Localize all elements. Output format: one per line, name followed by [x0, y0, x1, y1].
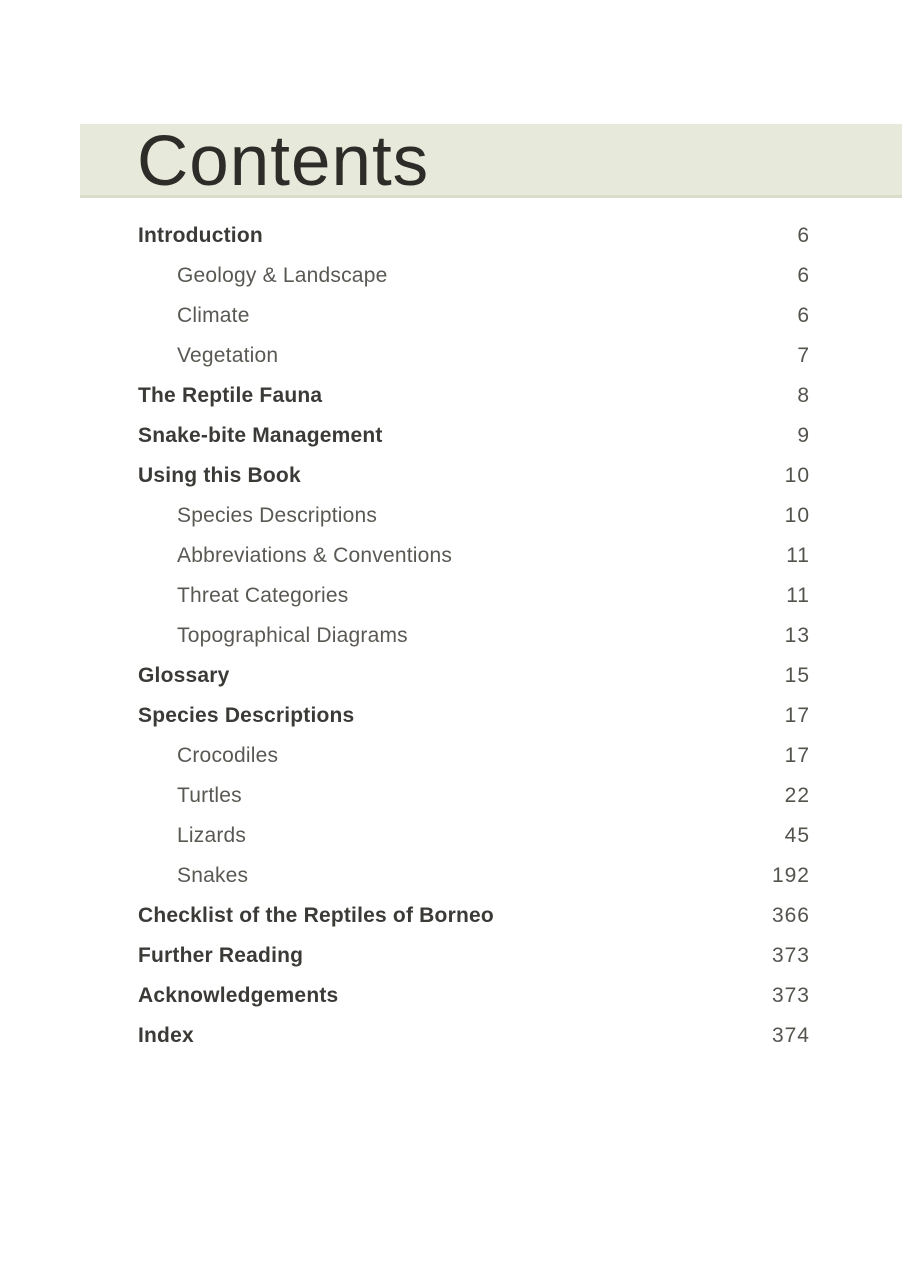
toc-entry: [138, 335, 810, 375]
toc-entry-label: Using this Book: [138, 463, 301, 487]
table-of-contents: [138, 215, 810, 1055]
toc-entry: [138, 815, 810, 855]
toc-entry: [138, 655, 810, 695]
toc-entry: [138, 975, 810, 1015]
toc-entry-label: Introduction: [138, 223, 263, 247]
toc-entry-page-number: 17: [784, 743, 810, 767]
toc-entry-page-number: 22: [784, 783, 810, 807]
toc-entry-page-number: 15: [784, 663, 810, 687]
toc-entry-label: Snakes: [177, 863, 249, 887]
toc-entry-label: Acknowledgements: [138, 983, 339, 1007]
toc-entry-page-number: 13: [784, 623, 810, 647]
toc-entry-page-number: 9: [797, 423, 810, 447]
toc-entry-page-number: 8: [797, 383, 810, 407]
toc-entry: [138, 935, 810, 975]
toc-entry-label: Lizards: [177, 823, 247, 847]
toc-entry-label: Crocodiles: [177, 743, 279, 767]
toc-entry-page-number: 6: [797, 223, 810, 247]
toc-entry-page-number: 45: [784, 823, 810, 847]
toc-entry: [138, 255, 810, 295]
toc-entry: [138, 415, 810, 455]
toc-entry-page-number: 11: [786, 583, 810, 607]
toc-entry-label: Topographical Diagrams: [177, 623, 408, 647]
toc-entry-label: Snake-bite Management: [138, 423, 383, 447]
toc-entry-label: Climate: [177, 303, 250, 327]
toc-entry-page-number: 17: [784, 703, 810, 727]
toc-entry-label: Species Descriptions: [138, 703, 355, 727]
toc-entry: [138, 535, 810, 575]
toc-entry-page-number: 373: [771, 983, 810, 1007]
toc-entry: [138, 895, 810, 935]
toc-entry-label: Further Reading: [138, 943, 304, 967]
toc-entry-page-number: 11: [786, 543, 810, 567]
toc-entry: [138, 855, 810, 895]
toc-entry: [138, 215, 810, 255]
toc-entry-page-number: 374: [771, 1023, 810, 1047]
toc-entry-label: The Reptile Fauna: [138, 383, 323, 407]
toc-entry-label: Turtles: [177, 783, 242, 807]
toc-entry-page-number: 7: [797, 343, 810, 367]
toc-entry: [138, 455, 810, 495]
toc-entry-page-number: 6: [797, 303, 810, 327]
toc-entry-label: Species Descriptions: [177, 503, 378, 527]
toc-entry-label: Checklist of the Reptiles of Borneo: [138, 903, 494, 927]
toc-entry: [138, 1015, 810, 1055]
toc-entry-label: Index: [138, 1023, 194, 1047]
toc-entry: [138, 495, 810, 535]
toc-entry-label: Geology & Landscape: [177, 263, 388, 287]
toc-entry: [138, 295, 810, 335]
toc-entry-page-number: 10: [784, 503, 810, 527]
toc-entry-label: Vegetation: [177, 343, 279, 367]
toc-entry: [138, 775, 810, 815]
page-title: Contents: [137, 121, 430, 201]
toc-entry-label: Abbreviations & Conventions: [177, 543, 453, 567]
toc-entry-page-number: 6: [797, 263, 810, 287]
toc-entry-page-number: 366: [771, 903, 810, 927]
toc-entry-label: Glossary: [138, 663, 230, 687]
toc-entry: [138, 575, 810, 615]
toc-entry: [138, 695, 810, 735]
toc-entry: [138, 375, 810, 415]
toc-entry-page-number: 192: [771, 863, 810, 887]
toc-entry: [138, 735, 810, 775]
toc-entry-page-number: 373: [771, 943, 810, 967]
toc-entry-page-number: 10: [784, 463, 810, 487]
contents-title-band: [80, 121, 902, 201]
toc-entry: [138, 615, 810, 655]
toc-entry-label: Threat Categories: [177, 583, 349, 607]
